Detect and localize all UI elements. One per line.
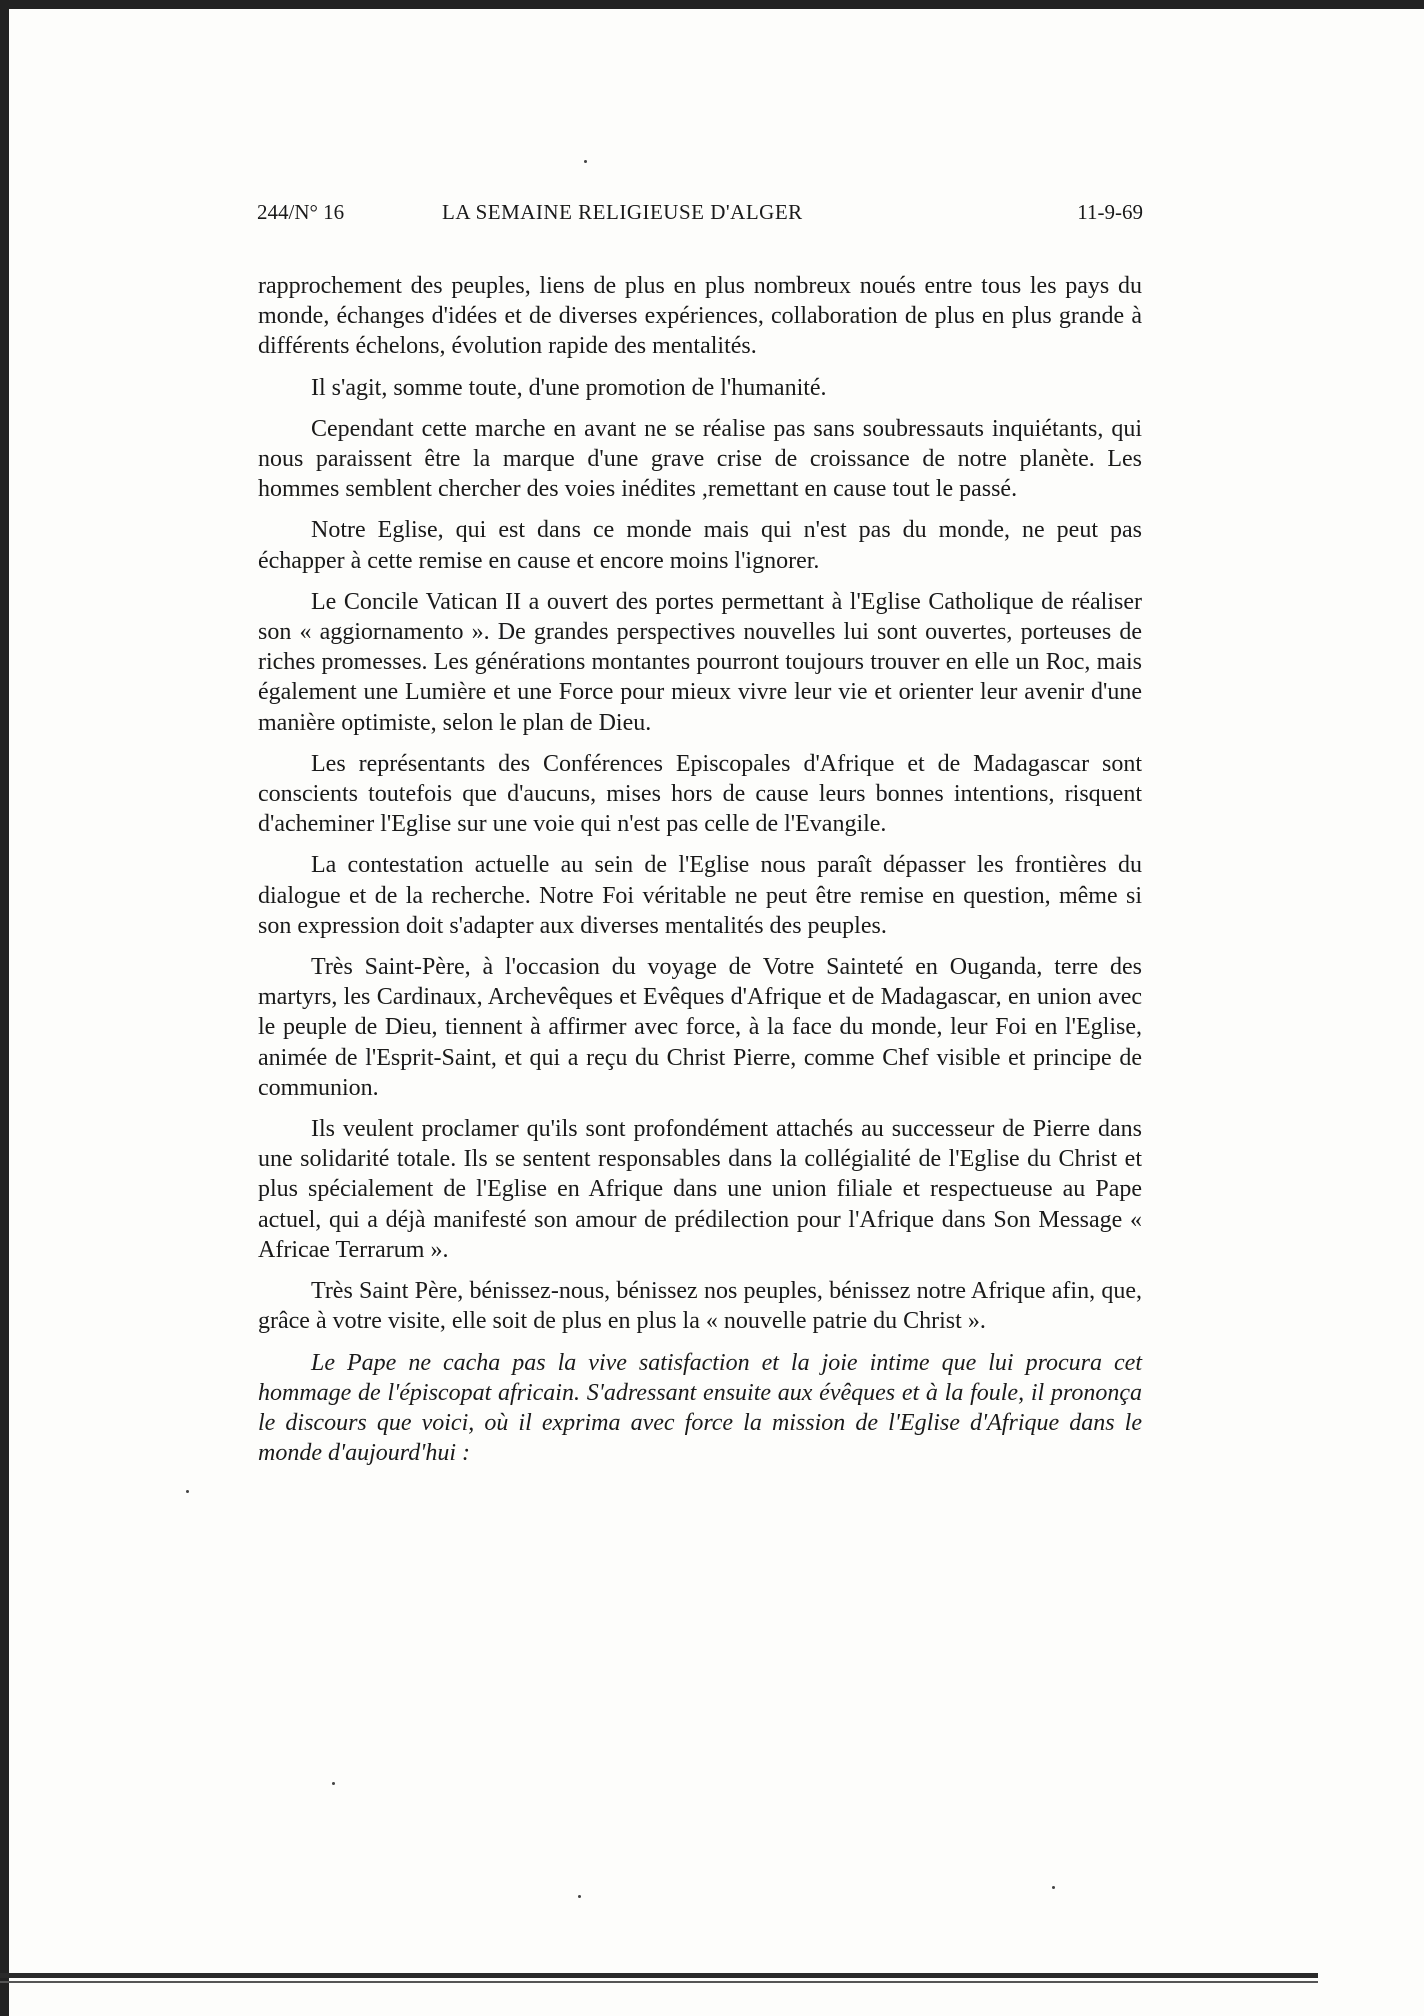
- italic-paragraph: Le Pape ne cacha pas la vive satisfaction et la joie intime que lui procura cet hommage de l'épiscopat africain. S'adressant ensuite aux évêques et à la foule, il prononça le discours que voici, où il exprima avec force la mission de l'Eglise d'Afrique dans le monde d'aujourd'hui :: [258, 1349, 1142, 1467]
- speck: [332, 1782, 335, 1785]
- speck: [1052, 1886, 1055, 1889]
- paragraph: Notre Eglise, qui est dans ce monde mais qui n'est pas du monde, ne peut pas échapper à cette remise en cause et encore moins l'ignorer.: [258, 517, 1142, 574]
- publication-title: LA SEMAINE RELIGIEUSE D'ALGER: [442, 200, 803, 224]
- page-number: 244/N° 16: [257, 200, 345, 224]
- paragraph: La contestation actuelle au sein de l'Eglise nous paraît dépasser les frontières du dialogue et de la recherche. Notre Foi véritable ne peut être remise en question, même si son expression doit s'adapter aux diverses mentalités des peuples.: [258, 852, 1142, 939]
- scan-edge-top: [0, 0, 1424, 9]
- paragraph: Ils veulent proclamer qu'ils sont profondément attachés au successeur de Pierre dans une solidarité totale. Ils se sentent responsables dans la collégialité de l'Eglise du Christ et plus spécialement de l'Eglise en Afrique dans une union filiale et respectueuse au Pape actuel, qui a déjà manifesté son amour de prédilection pour l'Afrique dans Son Message « Africae Terrarum ».: [258, 1116, 1142, 1263]
- speck: [584, 160, 587, 163]
- paragraph: Très Saint Père, bénissez-nous, bénissez nos peuples, bénissez notre Afrique afin, que, grâce à votre visite, elle soit de plus en plus la « nouvelle patrie du Christ ».: [258, 1278, 1142, 1335]
- paragraph: Le Concile Vatican II a ouvert des portes permettant à l'Eglise Catholique de réaliser son « aggiornamento ». De grandes perspectives nouvelles lui sont ouvertes, porteuses de riches promesses. Les générations montantes pourront toujours trouver en elle un Roc, mais également une Lumière et une Force pour mieux vivre leur vie et orienter leur avenir d'une manière optimiste, selon le plan de Dieu.: [258, 588, 1142, 736]
- speck: [186, 1490, 189, 1493]
- running-header: [257, 200, 1143, 230]
- scan-edge-left: [0, 0, 9, 2016]
- speck: [578, 1895, 581, 1898]
- paragraph: Très Saint-Père, à l'occasion du voyage de Votre Sainteté en Ouganda, terre des martyrs, les Cardinaux, Archevêques et Evêques d'Afrique et de Madagascar, en union avec le peuple de Dieu, tiennent à affirmer avec force, à la face du monde, leur Foi en l'Eglise, animée de l'Esprit-Saint, et qui a reçu du Christ Pierre, comme Chef visible et principe de communion.: [258, 954, 1142, 1101]
- article-body: [258, 271, 1142, 1479]
- paragraph: Les représentants des Conférences Episcopales d'Afrique et de Madagascar sont conscients toutefois que d'aucuns, mises hors de cause leurs bonnes intentions, risquent d'acheminer l'Eglise sur une voie qui n'est pas celle de l'Evangile.: [258, 750, 1142, 838]
- paragraph: Cependant cette marche en avant ne se réalise pas sans soubressauts inquiétants, qui nous paraissent être la marque d'une grave crise de croissance de notre planète. Les hommes semblent chercher des voies inédites ,remettant en cause tout le passé.: [258, 415, 1142, 503]
- paragraph: Il s'agit, somme toute, d'une promotion de l'humanité.: [311, 374, 827, 401]
- scan-edge-bottom: [0, 1973, 1318, 1978]
- scan-edge-bottom-thin: [0, 1981, 1318, 1983]
- issue-date: 11-9-69: [1077, 200, 1143, 224]
- paragraph: rapprochement des peuples, liens de plus en plus nombreux noués entre tous les pays du monde, échanges d'idées et de diverses expériences, collaboration de plus en plus grande à différents échelons, évolution rapide des mentalités.: [258, 273, 1142, 360]
